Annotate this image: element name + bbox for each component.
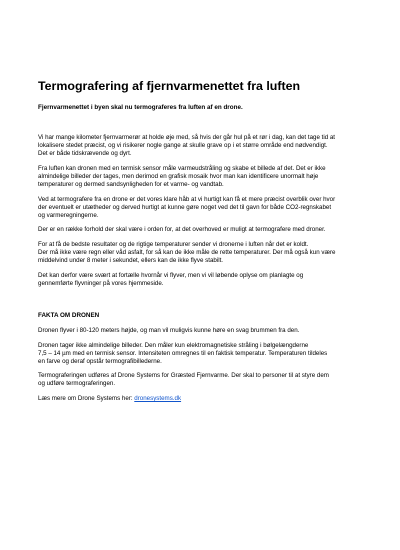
text-line: Der må ikke være regn eller våd asfalt, for så kan de ikke måle de rette temperaturer. Der må også kun være [38,249,336,257]
body-section [38,134,362,288]
text-line: For at få de bedste resultater og de rigtige temperaturer sender vi dronerne i luften når det er koldt. [38,240,309,248]
page-subtitle: Fjernvarmenettet i byen skal nu termograferes fra luften af en drone. [38,104,243,111]
text-line: Dronen flyver i 80-120 meters højde, og man vil muligvis kunne høre en svag brummen fra den. [38,326,300,334]
fakta-section [38,311,362,403]
fakta-paragraph [38,342,362,366]
page-title: Termografering af fjernvarmenettet fra luften [38,79,301,93]
text-line: middelvind under 8 meter i sekundet, ellers kan de ikke flyve stabilt. [38,257,224,265]
text-line: lokalisere stedet præcist, og vi risikerer nogle gange at skulle grave op i et større område end nødvendigt. [38,142,328,150]
dronesystems-link[interactable]: dronesystems.dk [134,394,182,402]
fakta-paragraph [38,327,362,335]
body-paragraph [38,272,362,288]
text-line: Ved at termografere fra en drone er det vores klare håb at vi hurtigt kan få et mere præcist overblik over hvor [38,195,336,203]
text-line: Det kan derfor være svært at fortælle hvornår vi flyver, men vi vil løbende oplyse om planlagte og [38,271,304,279]
text-line: en farve og deraf opstår termografibillederne. [38,357,162,365]
text-line: Vi har mange kilometer fjernvarmerør at holde øje med, så hvis der går hul på et rør i dag, kan det tage tid at [38,134,336,141]
text-line: Dronen tager ikke almindelige billeder. Den måler kun elektromagnetiske stråling i bølgelængderne [38,341,309,349]
body-paragraph [38,165,362,189]
text-line: temperaturer og dermed sandsynligheden for et varme- og vandtab. [38,180,224,188]
text-line: Det er både tidskrævende og dyrt. [38,150,132,158]
text-line: gennemførte flyvninger på vores hjemmeside. [38,279,164,287]
read-more-text: Læs mere om Drone Systems her: [38,394,135,402]
text-line: og varmeregningerne. [38,211,99,219]
text-line: 7,5 – 14 µm med en termisk sensor. Intensiteten omregnes til en faktisk temperatur. Temperaturen tildeles [38,349,328,357]
fakta-paragraph [38,372,362,388]
body-paragraph [38,134,362,158]
text-line: der eventuelt er utætheder og derved hurtigt at kunne gøre noget ved det til gavn for både CO2-regnskabet [38,203,332,211]
read-more-line [38,395,362,403]
body-paragraph [38,226,362,234]
body-paragraph [38,196,362,220]
text-line: Termograferingen udføres af Drone Systems for Græsted Fjernvarme. Der skal to personer til at styre dem [38,372,329,380]
text-line: Fra luften kan dronen med en termisk sensor måle varmeudstråling og skabe et billede af det. Det er ikke [38,164,326,172]
fakta-heading: FAKTA OM DRONEN [38,311,100,319]
text-line: Der er en række forhold der skal være i orden for, at det overhoved er muligt at termografere med droner. [38,226,326,234]
text-line: almindelige billeder der tages, men derimod en grafisk mosaik hvor man kan identificere unormalt høje [38,172,319,180]
body-paragraph [38,241,362,265]
text-line: og udføre termograferingen. [38,380,116,388]
